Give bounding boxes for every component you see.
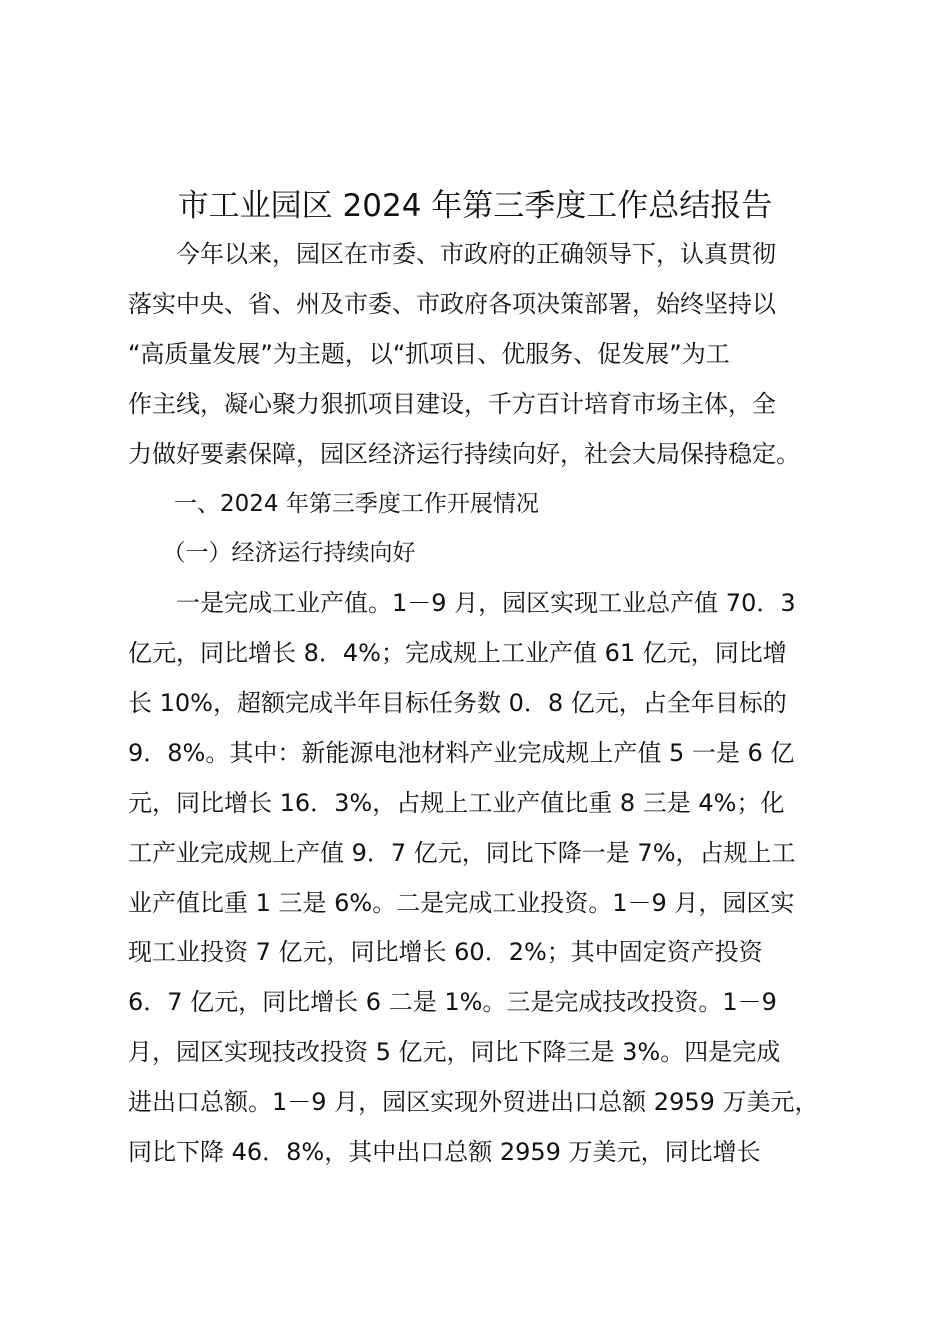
body-line: 工产业完成规上产值 9．7 亿元，同比下降一是 7%，占规上工 xyxy=(128,839,796,867)
body-line: 月，园区实现技改投资 5 亿元，同比下降三是 3%。四是完成 xyxy=(128,1038,781,1066)
body-line: 力做好要素保障，园区经济运行持续向好，社会大局保持稳定。 xyxy=(128,440,800,468)
body-line: 业产值比重 1 三是 6%。二是完成工业投资。1－9 月，园区实 xyxy=(128,889,795,917)
section-heading: 一、2024 年第三季度工作开展情况 xyxy=(128,491,539,517)
body-line: 9．8%。其中：新能源电池材料产业完成规上产值 5 一是 6 亿 xyxy=(128,739,795,767)
body-line: 一是完成工业产值。1－9 月，园区实现工业总产值 70．3 xyxy=(128,589,796,617)
body-line: 元，同比增长 16．3%，占规上工业产值比重 8 三是 4%；化 xyxy=(128,789,785,817)
body-line: 进出口总额。1－9 月，园区实现外贸进出口总额 2959 万美元， xyxy=(128,1088,819,1116)
body-line: 作主线，凝心聚力狠抓项目建设，千方百计培育市场主体，全 xyxy=(128,390,776,418)
subsection-heading: （一）经济运行持续向好 xyxy=(128,540,416,566)
body-line: “高质量发展”为主题，以“抓项目、优服务、促发展”为工 xyxy=(128,340,730,368)
body-line: 落实中央、省、州及市委、市政府各项决策部署，始终坚持以 xyxy=(128,290,776,318)
body-line: 今年以来，园区在市委、市政府的正确领导下，认真贯彻 xyxy=(128,240,776,268)
body-line: 亿元，同比增长 8．4%；完成规上工业产值 61 亿元，同比增 xyxy=(128,639,787,667)
body-line: 同比下降 46．8%，其中出口总额 2959 万美元，同比增长 xyxy=(128,1138,761,1166)
body-line: 现工业投资 7 亿元，同比增长 60．2%；其中固定资产投资 xyxy=(128,938,763,966)
body-line: 长 10%，超额完成半年目标任务数 0．8 亿元，占全年目标的 xyxy=(128,689,787,717)
document-title: 市工业园区 2024 年第三季度工作总结报告 xyxy=(177,188,773,224)
body-line: 6．7 亿元，同比增长 6 二是 1%。三是完成技改投资。1－9 xyxy=(128,988,777,1016)
